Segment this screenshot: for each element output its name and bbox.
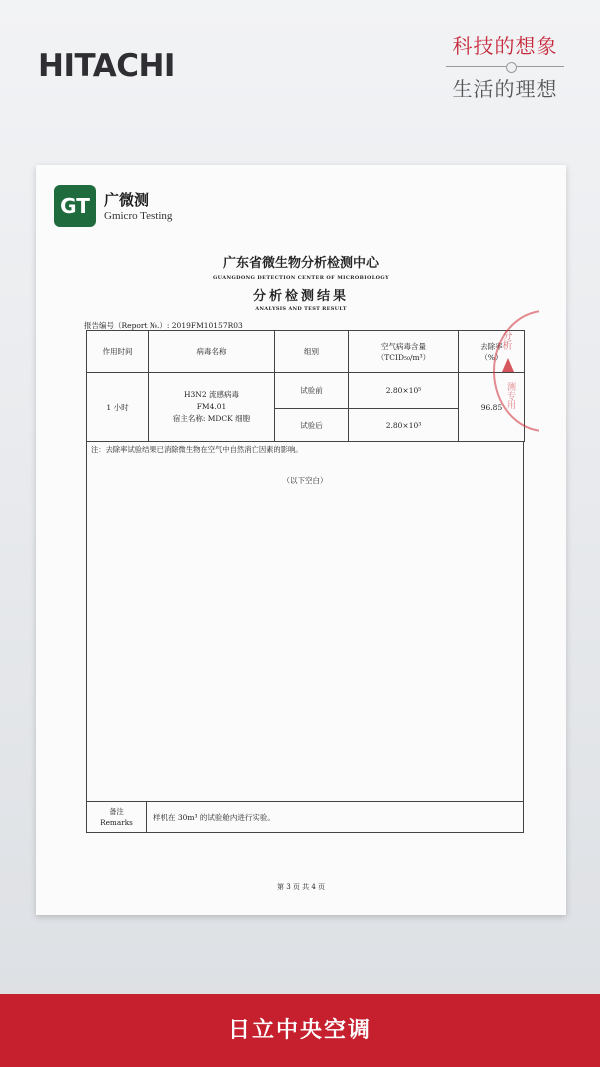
header-concentration-line2: （TCID₅₀/m³） bbox=[376, 352, 431, 362]
cell-value-after: 2.80×10³ bbox=[349, 409, 459, 442]
cell-value-before: 2.80×10⁵ bbox=[349, 373, 459, 409]
hitachi-logo: HITACHI bbox=[38, 48, 175, 84]
slogan-line-1: 科技的想象 bbox=[452, 34, 558, 58]
cell-group-after: 试验后 bbox=[275, 409, 349, 442]
header-rate-line2: （%） bbox=[480, 352, 503, 362]
seal-text-top: 分析 bbox=[500, 330, 511, 350]
remarks-label-en: Remarks bbox=[100, 818, 133, 827]
virus-line-1: H3N2 流感病毒 bbox=[183, 390, 240, 399]
remarks-label bbox=[87, 802, 147, 832]
header-concentration bbox=[349, 331, 459, 373]
center-title-cn: 广东省微生物分析检测中心 bbox=[222, 256, 379, 271]
slogan bbox=[440, 30, 570, 102]
cell-time: 1 小时 bbox=[87, 373, 149, 442]
center-title-en: GUANGDONG DETECTION CENTER OF MICROBIOLOGY bbox=[212, 275, 390, 281]
cell-removal-rate: 96.85 bbox=[459, 373, 525, 442]
header-time: 作用时间 bbox=[87, 331, 149, 373]
remarks-label-cn: 备注 bbox=[109, 807, 124, 816]
footer-banner: 日立中央空调 bbox=[0, 994, 600, 1067]
cell-group-before: 试验前 bbox=[275, 373, 349, 409]
logo-name-en: Gmicro Testing bbox=[104, 210, 173, 222]
results-table bbox=[86, 330, 525, 442]
cell-virus bbox=[149, 373, 275, 442]
header-rate-line1: 去除率 bbox=[480, 341, 503, 351]
logo-name-cn: 广微测 bbox=[104, 191, 150, 209]
header-concentration-line1: 空气病毒含量 bbox=[381, 341, 426, 351]
test-report-document bbox=[36, 165, 566, 915]
result-title-cn: 分析检测结果 bbox=[252, 289, 349, 304]
blank-below-marker: （以下空白） bbox=[282, 476, 328, 485]
note-section bbox=[86, 441, 524, 802]
page-number: 第 3 页 共 4 页 bbox=[276, 883, 326, 891]
table-header-row bbox=[87, 331, 525, 373]
slogan-line-2: 生活的理想 bbox=[452, 77, 558, 101]
virus-line-3: 宿主名称: MDCK 细胞 bbox=[172, 414, 251, 423]
remarks-section bbox=[86, 801, 524, 833]
note-text: 注：去除率试验结果已消除微生物在空气中自然消亡因素的影响。 bbox=[91, 445, 303, 454]
gt-logo-icon: GT bbox=[54, 185, 96, 227]
table-row bbox=[87, 373, 525, 409]
seal-text-bottom: 测专用 bbox=[505, 382, 515, 409]
header-virus: 病毒名称 bbox=[149, 331, 275, 373]
gmicro-logo bbox=[54, 185, 173, 227]
slogan-divider bbox=[446, 66, 564, 67]
header-group: 组别 bbox=[275, 331, 349, 373]
seal-star-icon bbox=[502, 358, 514, 372]
virus-line-2: FM4.01 bbox=[196, 402, 227, 411]
result-title-en: ANALYSIS AND TEST RESULT bbox=[255, 306, 347, 312]
planet-icon bbox=[506, 62, 517, 73]
report-number: 报告编号（Report №.）: 2019FM10157R03 bbox=[84, 321, 243, 330]
remarks-text: 样机在 30m³ 的试验舱内进行实验。 bbox=[153, 813, 275, 822]
